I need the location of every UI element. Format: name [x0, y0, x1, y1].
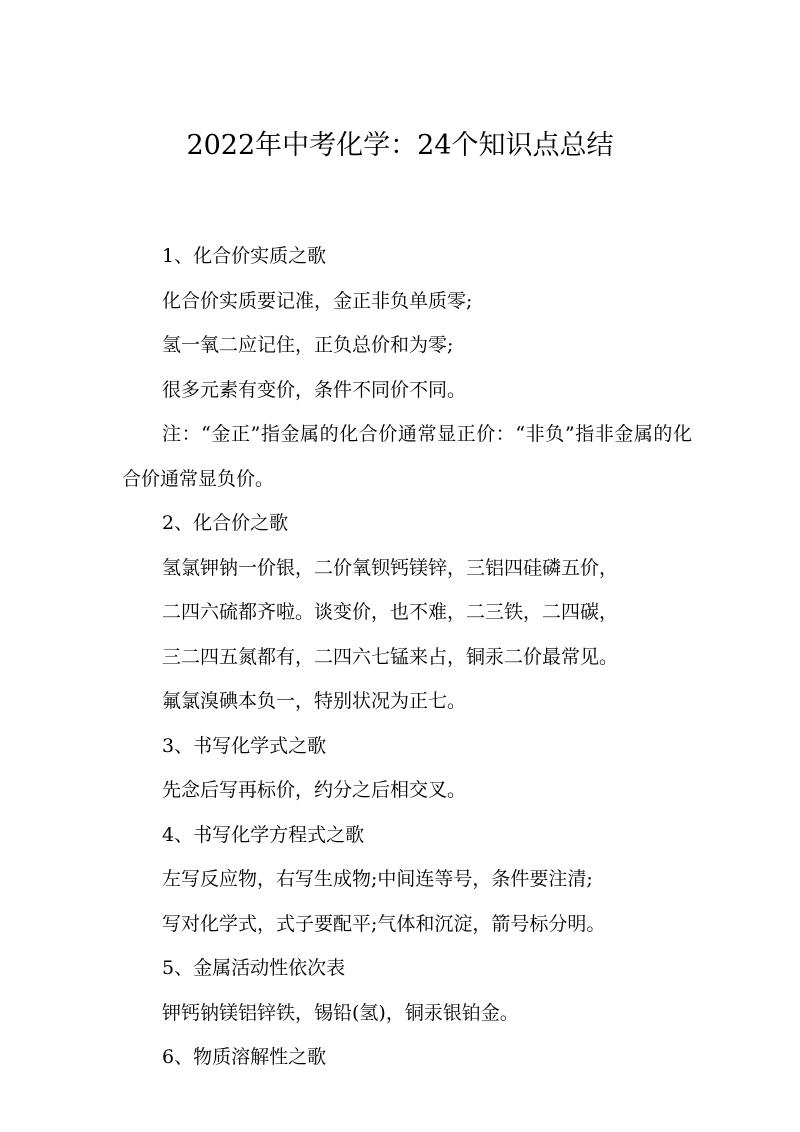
note-paragraph: 注：“金正”指金属的化合价通常显正价：“非负”指非金属的化合价通常显负价。 — [122, 423, 692, 490]
verse-line: 先念后写再标价，约分之后相交叉。 — [162, 779, 467, 801]
verse-line: 三二四五氮都有，二四六七锰来占，铜汞二价最常见。 — [162, 645, 619, 668]
verse-line: 氢一氧二应记住，正负总价和为零; — [162, 334, 454, 356]
verse-line: 二四六硫都齐啦。谈变价，也不难，二三铁，二四碳， — [162, 601, 619, 623]
verse-line: 左写反应物，右写生成物;中间连等号，条件要注清; — [162, 868, 593, 890]
section-heading: 3、书写化学式之歌 — [162, 734, 327, 757]
section-heading: 6、物质溶解性之歌 — [162, 1046, 327, 1068]
verse-line: 很多元素有变价，条件不同价不同。 — [162, 378, 467, 401]
section-heading: 1、化合价实质之歌 — [162, 245, 327, 267]
document-title: 2022年中考化学：24个知识点总结 — [186, 130, 614, 161]
section-heading: 5、金属活动性依次表 — [162, 957, 346, 979]
section-heading: 2、化合价之歌 — [162, 512, 289, 534]
verse-line: 写对化学式，式子要配平;气体和沉淀，箭号标分明。 — [162, 912, 606, 935]
section-heading: 4、书写化学方程式之歌 — [162, 823, 365, 846]
verse-line: 化合价实质要记准，金正非负单质零; — [162, 289, 473, 312]
verse-line: 氟氯溴碘本负一，特别状况为正七。 — [162, 690, 467, 712]
document-body — [122, 234, 692, 1080]
verse-line: 氢氯钾钠一价银，二价氧钡钙镁锌，三铝四硅磷五价， — [162, 556, 619, 579]
verse-line: 钾钙钠镁铝锌铁，锡铅(氢)，铜汞银铂金。 — [162, 1001, 519, 1024]
